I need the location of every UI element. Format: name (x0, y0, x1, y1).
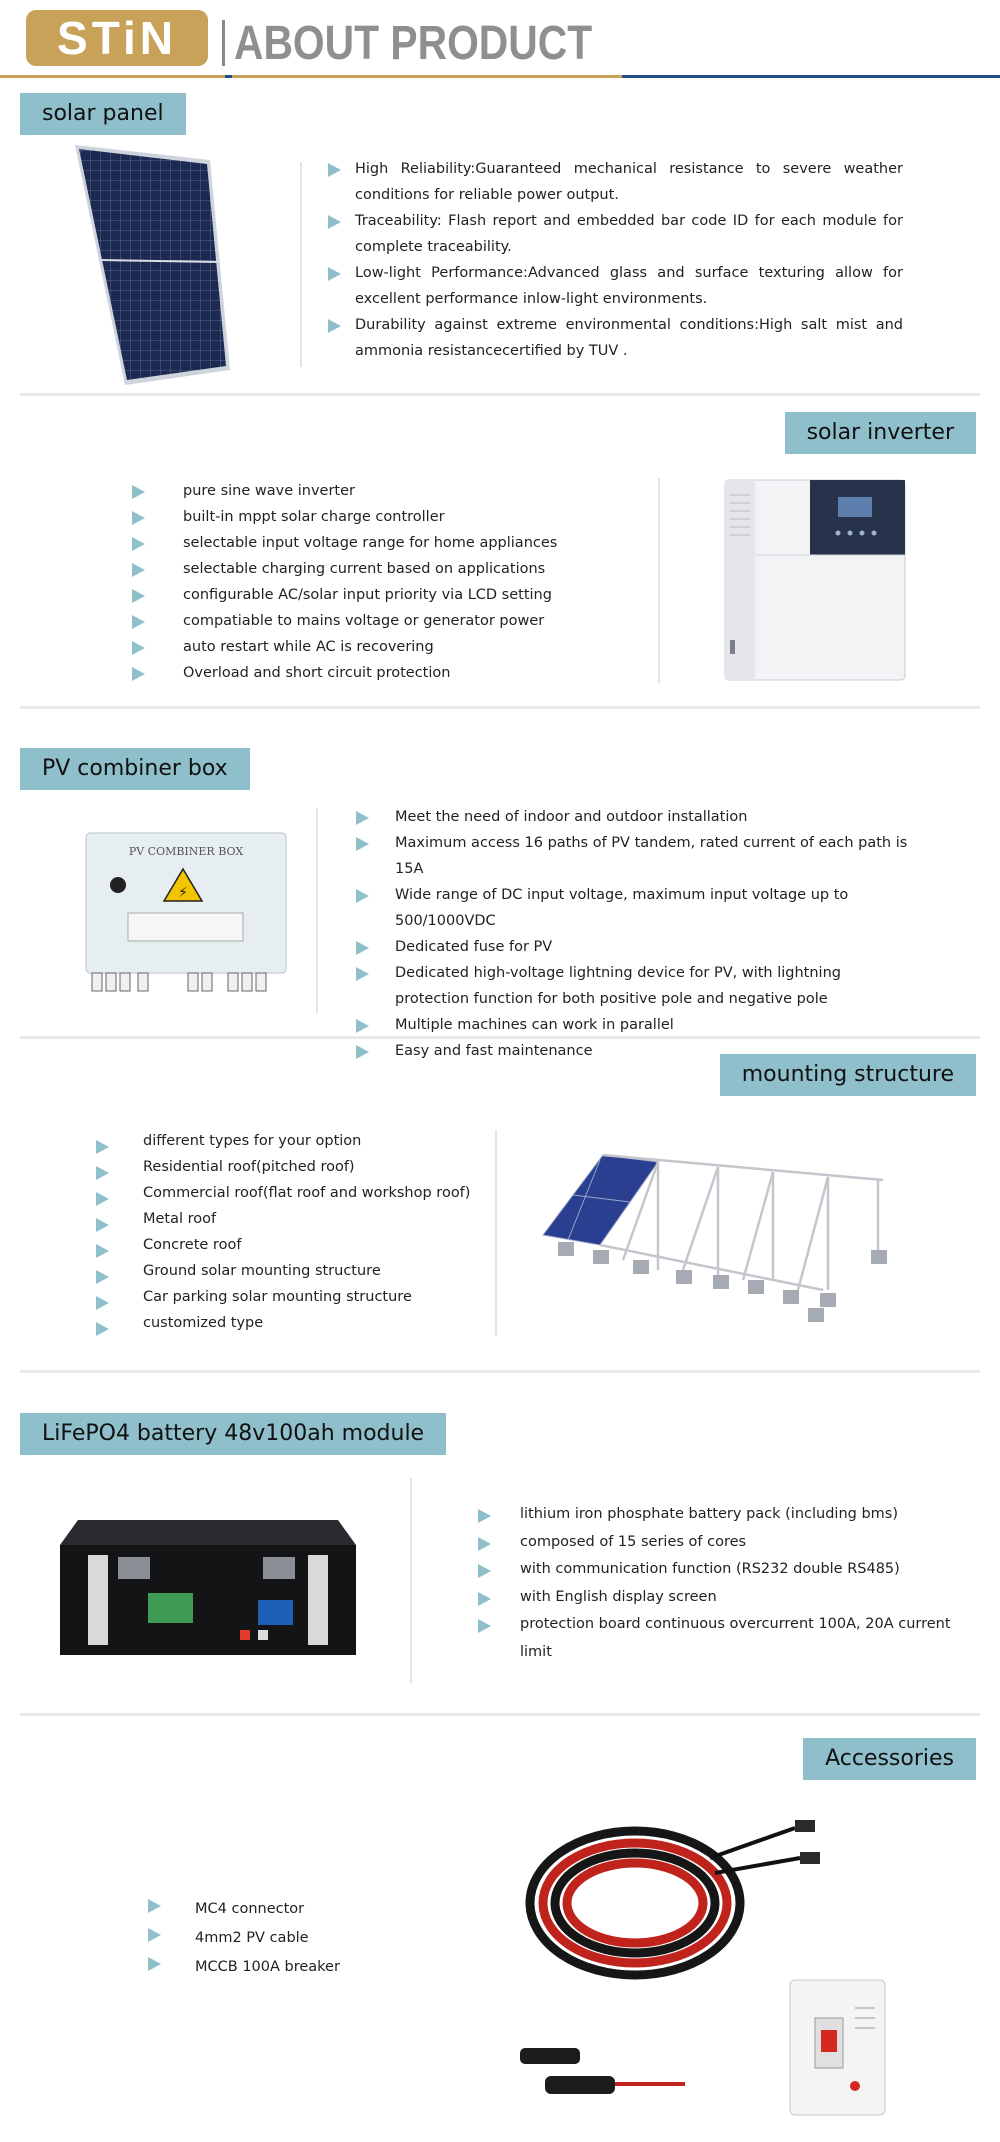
mounting-divider (495, 1130, 497, 1335)
pv-combiner-divider (316, 808, 318, 1013)
accessories-list (148, 1895, 448, 1982)
bullet-arrow-icon (148, 1928, 161, 1942)
section-divider (20, 706, 980, 709)
header-underline-accent (0, 75, 225, 78)
list-item: Traceability: Flash report and embedded bar code ID for each module for complete traceability. (328, 208, 903, 260)
bullet-arrow-icon (478, 1619, 491, 1633)
bullet-arrow-icon (478, 1592, 491, 1606)
section-title-mounting: mounting structure (720, 1054, 976, 1096)
list-item: protection board continuous overcurrent 100A, 20A current limit (478, 1611, 958, 1666)
bullet-arrow-icon (132, 667, 145, 681)
list-item: MCCB 100A breaker (148, 1953, 448, 1982)
list-item: Wide range of DC input voltage, maximum input voltage up to 500/1000VDC (356, 882, 916, 934)
bullet-arrow-icon (132, 511, 145, 525)
bullet-arrow-icon (356, 889, 369, 903)
bullet-arrow-icon (96, 1296, 109, 1310)
battery-module-image (58, 1515, 358, 1660)
section-divider (20, 1036, 980, 1039)
list-item: Commercial roof(flat roof and workshop roof) (96, 1180, 496, 1206)
logo-text: STiN (57, 12, 177, 64)
bullet-arrow-icon (132, 641, 145, 655)
list-item: composed of 15 series of cores (478, 1529, 958, 1557)
list-item: MC4 connector (148, 1895, 448, 1924)
bullet-arrow-icon (478, 1509, 491, 1523)
bullet-arrow-icon (328, 267, 341, 281)
battery-divider (410, 1478, 412, 1683)
list-item: Residential roof(pitched roof) (96, 1154, 496, 1180)
solar-inverter-image (720, 475, 910, 685)
bullet-arrow-icon (96, 1166, 109, 1180)
list-item: Meet the need of indoor and outdoor installation (356, 804, 916, 830)
header-separator (222, 20, 225, 66)
list-item: different types for your option (96, 1128, 496, 1154)
list-item: 4mm2 PV cable (148, 1924, 448, 1953)
bullet-arrow-icon (96, 1218, 109, 1232)
bullet-arrow-icon (328, 163, 341, 177)
list-item: Dedicated fuse for PV (356, 934, 916, 960)
bullet-arrow-icon (132, 485, 145, 499)
list-item: with English display screen (478, 1584, 958, 1612)
list-item: Car parking solar mounting structure (96, 1284, 496, 1310)
list-item: Easy and fast maintenance (356, 1038, 916, 1064)
bullet-arrow-icon (356, 941, 369, 955)
list-item: selectable input voltage range for home appliances (132, 530, 652, 556)
section-title-accessories: Accessories (803, 1738, 976, 1780)
list-item: customized type (96, 1310, 496, 1336)
list-item: Dedicated high-voltage lightning device for PV, with lightning protection function for both positive pole and negative pole (356, 960, 916, 1012)
bullet-arrow-icon (328, 319, 341, 333)
bullet-arrow-icon (478, 1564, 491, 1578)
bullet-arrow-icon (132, 615, 145, 629)
bullet-arrow-icon (356, 811, 369, 825)
list-item: High Reliability:Guaranteed mechanical resistance to severe weather conditions for reliable power output. (328, 156, 903, 208)
section-title-battery: LiFePO4 battery 48v100ah module (20, 1413, 446, 1455)
pv-combiner-box-label: PV COMBINER BOX (128, 845, 244, 858)
list-item: Durability against extreme environmental conditions:High salt mist and ammonia resistancecertified by TUV . (328, 312, 903, 364)
mounting-features (96, 1128, 496, 1336)
list-item: Overload and short circuit protection (132, 660, 652, 686)
bullet-arrow-icon (96, 1322, 109, 1336)
section-title-solar-inverter: solar inverter (785, 412, 976, 454)
list-item: auto restart while AC is recovering (132, 634, 652, 660)
bullet-arrow-icon (328, 215, 341, 229)
bullet-arrow-icon (132, 589, 145, 603)
section-title-pv-combiner: PV combiner box (20, 748, 250, 790)
list-item: with communication function (RS232 double RS485) (478, 1556, 958, 1584)
list-item: Low-light Performance:Advanced glass and surface texturing allow for excellent performance inlow-light environments. (328, 260, 903, 312)
bullet-arrow-icon (132, 537, 145, 551)
list-item: Maximum access 16 paths of PV tandem, rated current of each path is 15A (356, 830, 916, 882)
section-divider (20, 393, 980, 396)
bullet-arrow-icon (96, 1192, 109, 1206)
accessories-image (515, 1818, 905, 2118)
section-divider (20, 1713, 980, 1716)
brand-logo (26, 10, 208, 66)
svg-text:⚡: ⚡ (178, 885, 188, 901)
section-divider (20, 1370, 980, 1373)
battery-features (478, 1501, 958, 1666)
list-item: Concrete roof (96, 1232, 496, 1258)
page-title: ABOUT PRODUCT (234, 17, 593, 70)
bullet-arrow-icon (132, 563, 145, 577)
bullet-arrow-icon (148, 1957, 161, 1971)
bullet-arrow-icon (148, 1899, 161, 1913)
list-item: pure sine wave inverter (132, 478, 652, 504)
bullet-arrow-icon (356, 967, 369, 981)
bullet-arrow-icon (96, 1244, 109, 1258)
list-item: Multiple machines can work in parallel (356, 1012, 916, 1038)
section-title-solar-panel: solar panel (20, 93, 186, 135)
list-item: Ground solar mounting structure (96, 1258, 496, 1284)
pv-combiner-features (356, 804, 916, 1064)
solar-panel-divider (300, 162, 302, 367)
bullet-arrow-icon (96, 1270, 109, 1284)
list-item: built-in mppt solar charge controller (132, 504, 652, 530)
mounting-structure-image (538, 1150, 898, 1325)
solar-panel-image (60, 140, 240, 390)
solar-inverter-features (132, 478, 652, 686)
solar-panel-features (328, 156, 903, 364)
bullet-arrow-icon (96, 1140, 109, 1154)
pv-combiner-image (78, 823, 293, 998)
bullet-arrow-icon (356, 1045, 369, 1059)
list-item: lithium iron phosphate battery pack (including bms) (478, 1501, 958, 1529)
bullet-arrow-icon (356, 1019, 369, 1033)
list-item: configurable AC/solar input priority via LCD setting (132, 582, 652, 608)
bullet-arrow-icon (478, 1537, 491, 1551)
list-item: compatiable to mains voltage or generator power (132, 608, 652, 634)
bullet-arrow-icon (356, 837, 369, 851)
header-underline-accent-2 (232, 75, 622, 78)
list-item: selectable charging current based on applications (132, 556, 652, 582)
solar-inverter-divider (658, 478, 660, 683)
list-item: Metal roof (96, 1206, 496, 1232)
